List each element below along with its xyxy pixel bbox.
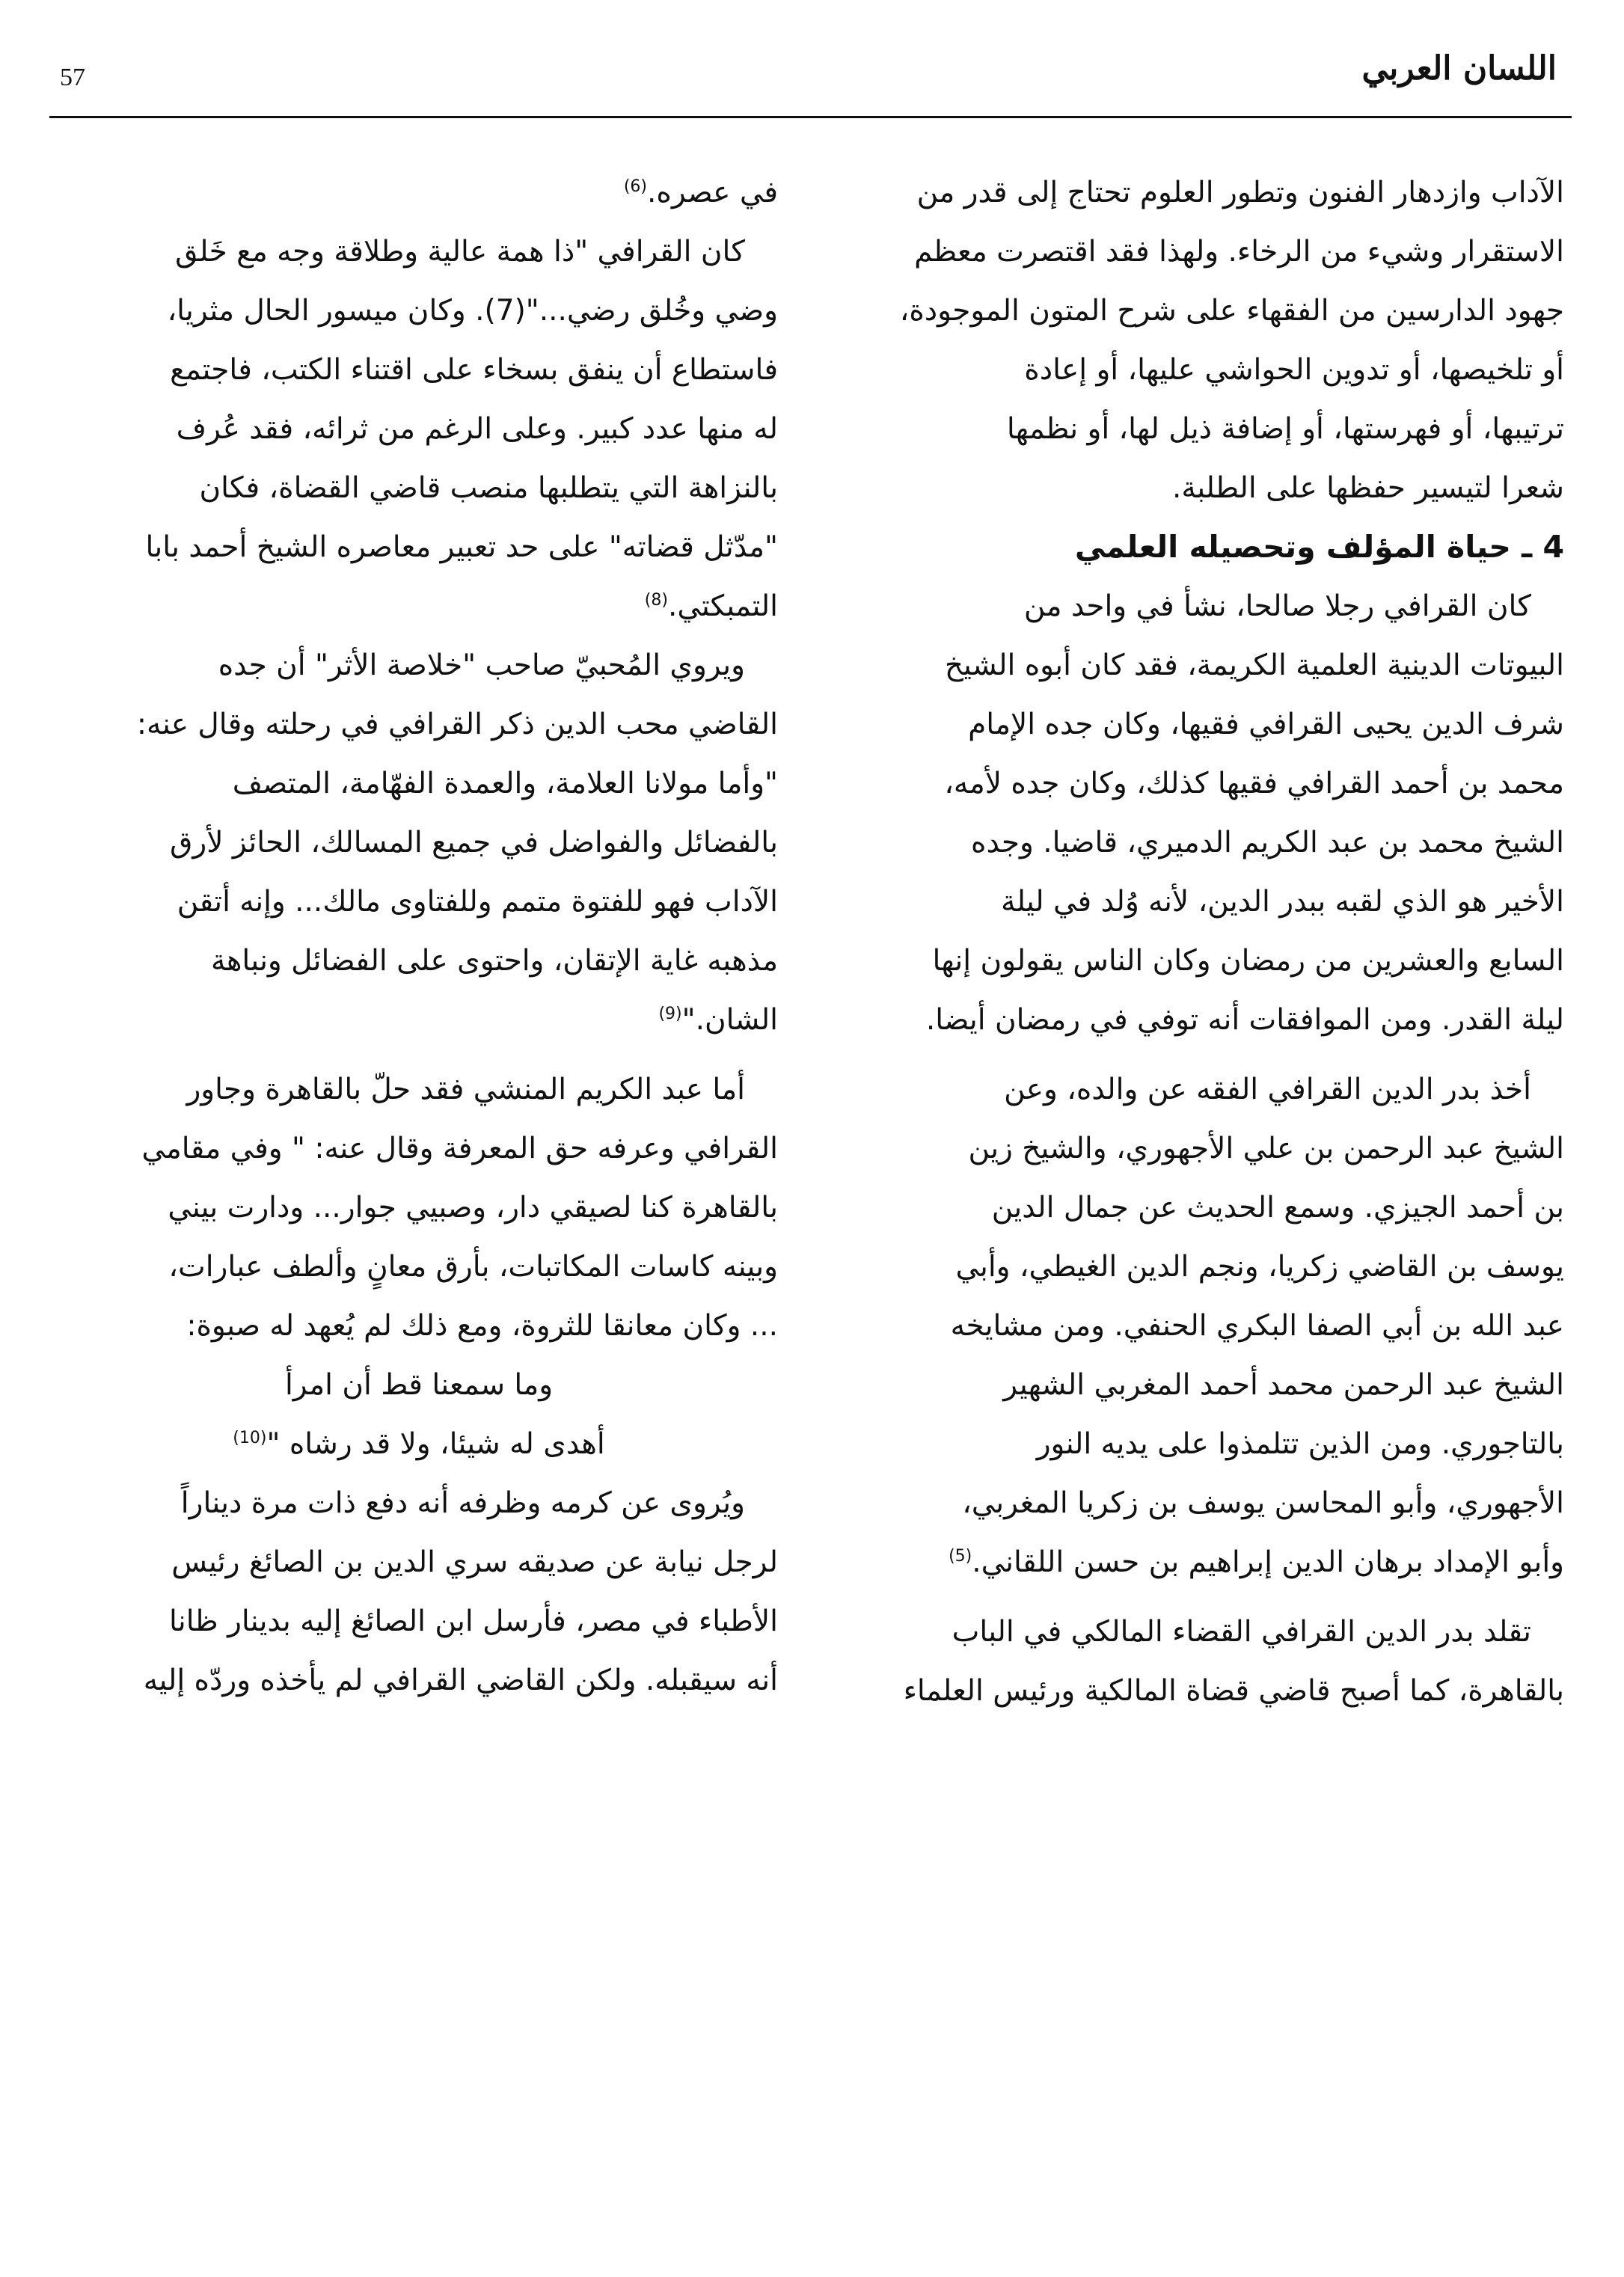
text-line: البيوتات الدينية العلمية الكريمة، فقد كان أبوه الشيخ: [944, 649, 1564, 682]
text-line: كان القرافي "ذا همة عالية وطلاقة وجه مع خَلق: [175, 235, 745, 269]
page-number: 57: [60, 64, 85, 91]
text-line: جهود الدارسين من الفقهاء على شرح المتون الموجودة،: [899, 294, 1564, 328]
text-line: ليلة القدر. ومن الموافقات أنه توفي في رمضان أيضا.: [925, 1003, 1564, 1037]
text-line: الاستقرار وشيء من الرخاء. ولهذا فقد اقتصرت معظم: [914, 235, 1564, 269]
text-line: الآداب فهو للفتوة متمم وللفتاوى مالك... وإنه أتقن: [177, 885, 778, 919]
journal-logo: اللسان العربي: [1361, 49, 1557, 88]
section-heading: 4 ـ حياة المؤلف وتحصيله العلمي: [1074, 529, 1564, 565]
text-line: بالقاهرة كنا لصيقي دار، وصبيي جوار... ودارت بيني: [168, 1191, 778, 1225]
text-line: بالنزاهة التي يتطلبها منصب قاضي القضاة، فكان: [199, 471, 778, 505]
text-line: الشيخ محمد بن عبد الكريم الدميري، قاضيا. وجده: [971, 826, 1564, 859]
text-line: ويروي المُحبيّ صاحب "خلاصة الأثر" أن جده: [218, 649, 745, 682]
text-line: ويُروى عن كرمه وظرفه أنه دفع ذات مرة ديناراً: [180, 1486, 745, 1520]
text-line: ترتيبها، أو فهرستها، أو إضافة ذيل لها، أو نظمها: [1006, 412, 1564, 446]
text-span: الشان.": [681, 1003, 778, 1037]
text-line: الأجهوري، وأبو المحاسن يوسف بن زكريا المغربي،: [962, 1486, 1564, 1520]
text-line: شعرا لتيسير حفظها على الطلبة.: [1171, 471, 1564, 505]
footnote-ref: (10): [233, 1429, 267, 1447]
text-line: شرف الدين يحيى القرافي فقيها، وكان جده الإمام: [968, 708, 1564, 741]
text-line: [60, 990, 778, 1049]
text-line: أنه سيقبله. ولكن القاضي القرافي لم يأخذه وردّه إليه: [143, 1664, 778, 1697]
text-span: أهدى له شيئا، ولا قد رشاه ": [266, 1427, 605, 1461]
text-line: عبد الله بن أبي الصفا البكري الحنفي. ومن مشايخه: [950, 1309, 1564, 1343]
text-line: وضي وخُلق رضي..."(7). وكان ميسور الحال مثريا،: [167, 294, 778, 328]
paragraph-4: [60, 1474, 778, 1710]
text-line: له منها عدد كبير. وعلى الرغم من ثرائه، فقد عُرف: [176, 412, 778, 446]
text-line: "وأما مولانا العلامة، والعمدة الفهّامة، المتصف: [232, 767, 778, 800]
footnote-ref: (9): [658, 1005, 682, 1023]
text-line: وبينه كاسات المكاتبات، بأرق معانٍ وألطف عبارات،: [168, 1250, 778, 1284]
text-line: الأطباء في مصر، فأرسل ابن الصائغ إليه بدينار ظانا: [169, 1605, 778, 1638]
paragraph-2: [846, 577, 1564, 1049]
footnote-ref: (5): [949, 1547, 972, 1566]
paragraph-4: [846, 1602, 1564, 1720]
text-line: محمد بن أحمد القرافي فقيها كذلك، وكان جده لأمه،: [944, 767, 1564, 800]
text-span: التمبكتي.: [667, 589, 778, 623]
text-line: الآداب وازدهار الفنون وتطور العلوم تحتاج إلى قدر من: [916, 176, 1564, 209]
text-span: وأبو الإمداد برهان الدين إبراهيم بن حسن اللقاني.: [972, 1545, 1564, 1579]
left-column: [60, 163, 778, 1710]
text-line: [60, 577, 778, 636]
text-line: الأخير هو الذي لقبه ببدر الدين، لأنه وُلد في ليلة: [1001, 885, 1564, 919]
text-line: يوسف بن القاضي زكريا، ونجم الدين الغيطي، وأبي: [955, 1250, 1564, 1284]
text-line: مذهبه غاية الإتقان، واحتوى على الفضائل ونباهة: [210, 944, 778, 978]
paragraph-2: [60, 636, 778, 1049]
paragraph-1: [846, 163, 1564, 518]
text-line: بالقاهرة، كما أصبح قاضي قضاة المالكية ورئيس العلماء: [903, 1674, 1564, 1708]
paragraph-3: [846, 1060, 1564, 1592]
text-line: تقلد بدر الدين القرافي القضاء المالكي في الباب: [952, 1615, 1531, 1649]
paragraph-3: [60, 1060, 778, 1474]
text-span: في عصره.: [647, 176, 778, 209]
text-line: أو تلخيصها، أو تدوين الحواشي عليها، أو إعادة: [1024, 353, 1564, 387]
footnote-ref: (6): [623, 177, 647, 196]
text-line: أخذ بدر الدين القرافي الفقه عن والده، وعن: [1004, 1073, 1531, 1106]
text-line: الشيخ عبد الرحمن بن علي الأجهوري، والشيخ زين: [968, 1132, 1564, 1165]
text-line: "مدّثل قضاته" على حد تعبير معاصره الشيخ أحمد بابا: [145, 530, 778, 564]
text-line: ... وكان معانقا للثروة، ومع ذلك لم يُعهد له صبوة:: [186, 1309, 778, 1343]
verse-line: وما سمعنا قط أن امرأ: [284, 1368, 554, 1402]
right-column: [846, 163, 1564, 1720]
text-line: [60, 163, 778, 222]
verse-line: [60, 1415, 778, 1474]
text-line: كان القرافي رجلا صالحا، نشأ في واحد من: [1023, 589, 1531, 623]
text-line: لرجل نيابة عن صديقه سري الدين بن الصائغ رئيس: [171, 1545, 778, 1579]
text-line: القرافي وعرفه حق المعرفة وقال عنه: " وفي مقامي: [141, 1132, 778, 1165]
text-line: الشيخ عبد الرحمن محمد أحمد المغربي الشهير: [1003, 1368, 1564, 1402]
text-line: السابع والعشرين من رمضان وكان الناس يقولون إنها: [932, 944, 1564, 978]
paragraph-1: [60, 222, 778, 636]
header-divider: [49, 116, 1572, 118]
text-line: أما عبد الكريم المنشي فقد حلّ بالقاهرة وجاور: [186, 1073, 745, 1106]
text-line: [846, 1533, 1564, 1592]
text-line: فاستطاع أن ينفق بسخاء على اقتناء الكتب، فاجتمع: [170, 353, 778, 387]
text-line: بالتاجوري. ومن الذين تتلمذوا على يديه النور: [1036, 1427, 1564, 1461]
text-line: القاضي محب الدين ذكر القرافي في رحلته وقال عنه:: [136, 708, 778, 741]
text-line: بن أحمد الجيزي. وسمع الحديث عن جمال الدين: [991, 1191, 1564, 1225]
text-line: بالفضائل والفواضل في جميع المسالك، الحائز لأرق: [170, 826, 778, 859]
footnote-ref: (8): [644, 591, 668, 610]
